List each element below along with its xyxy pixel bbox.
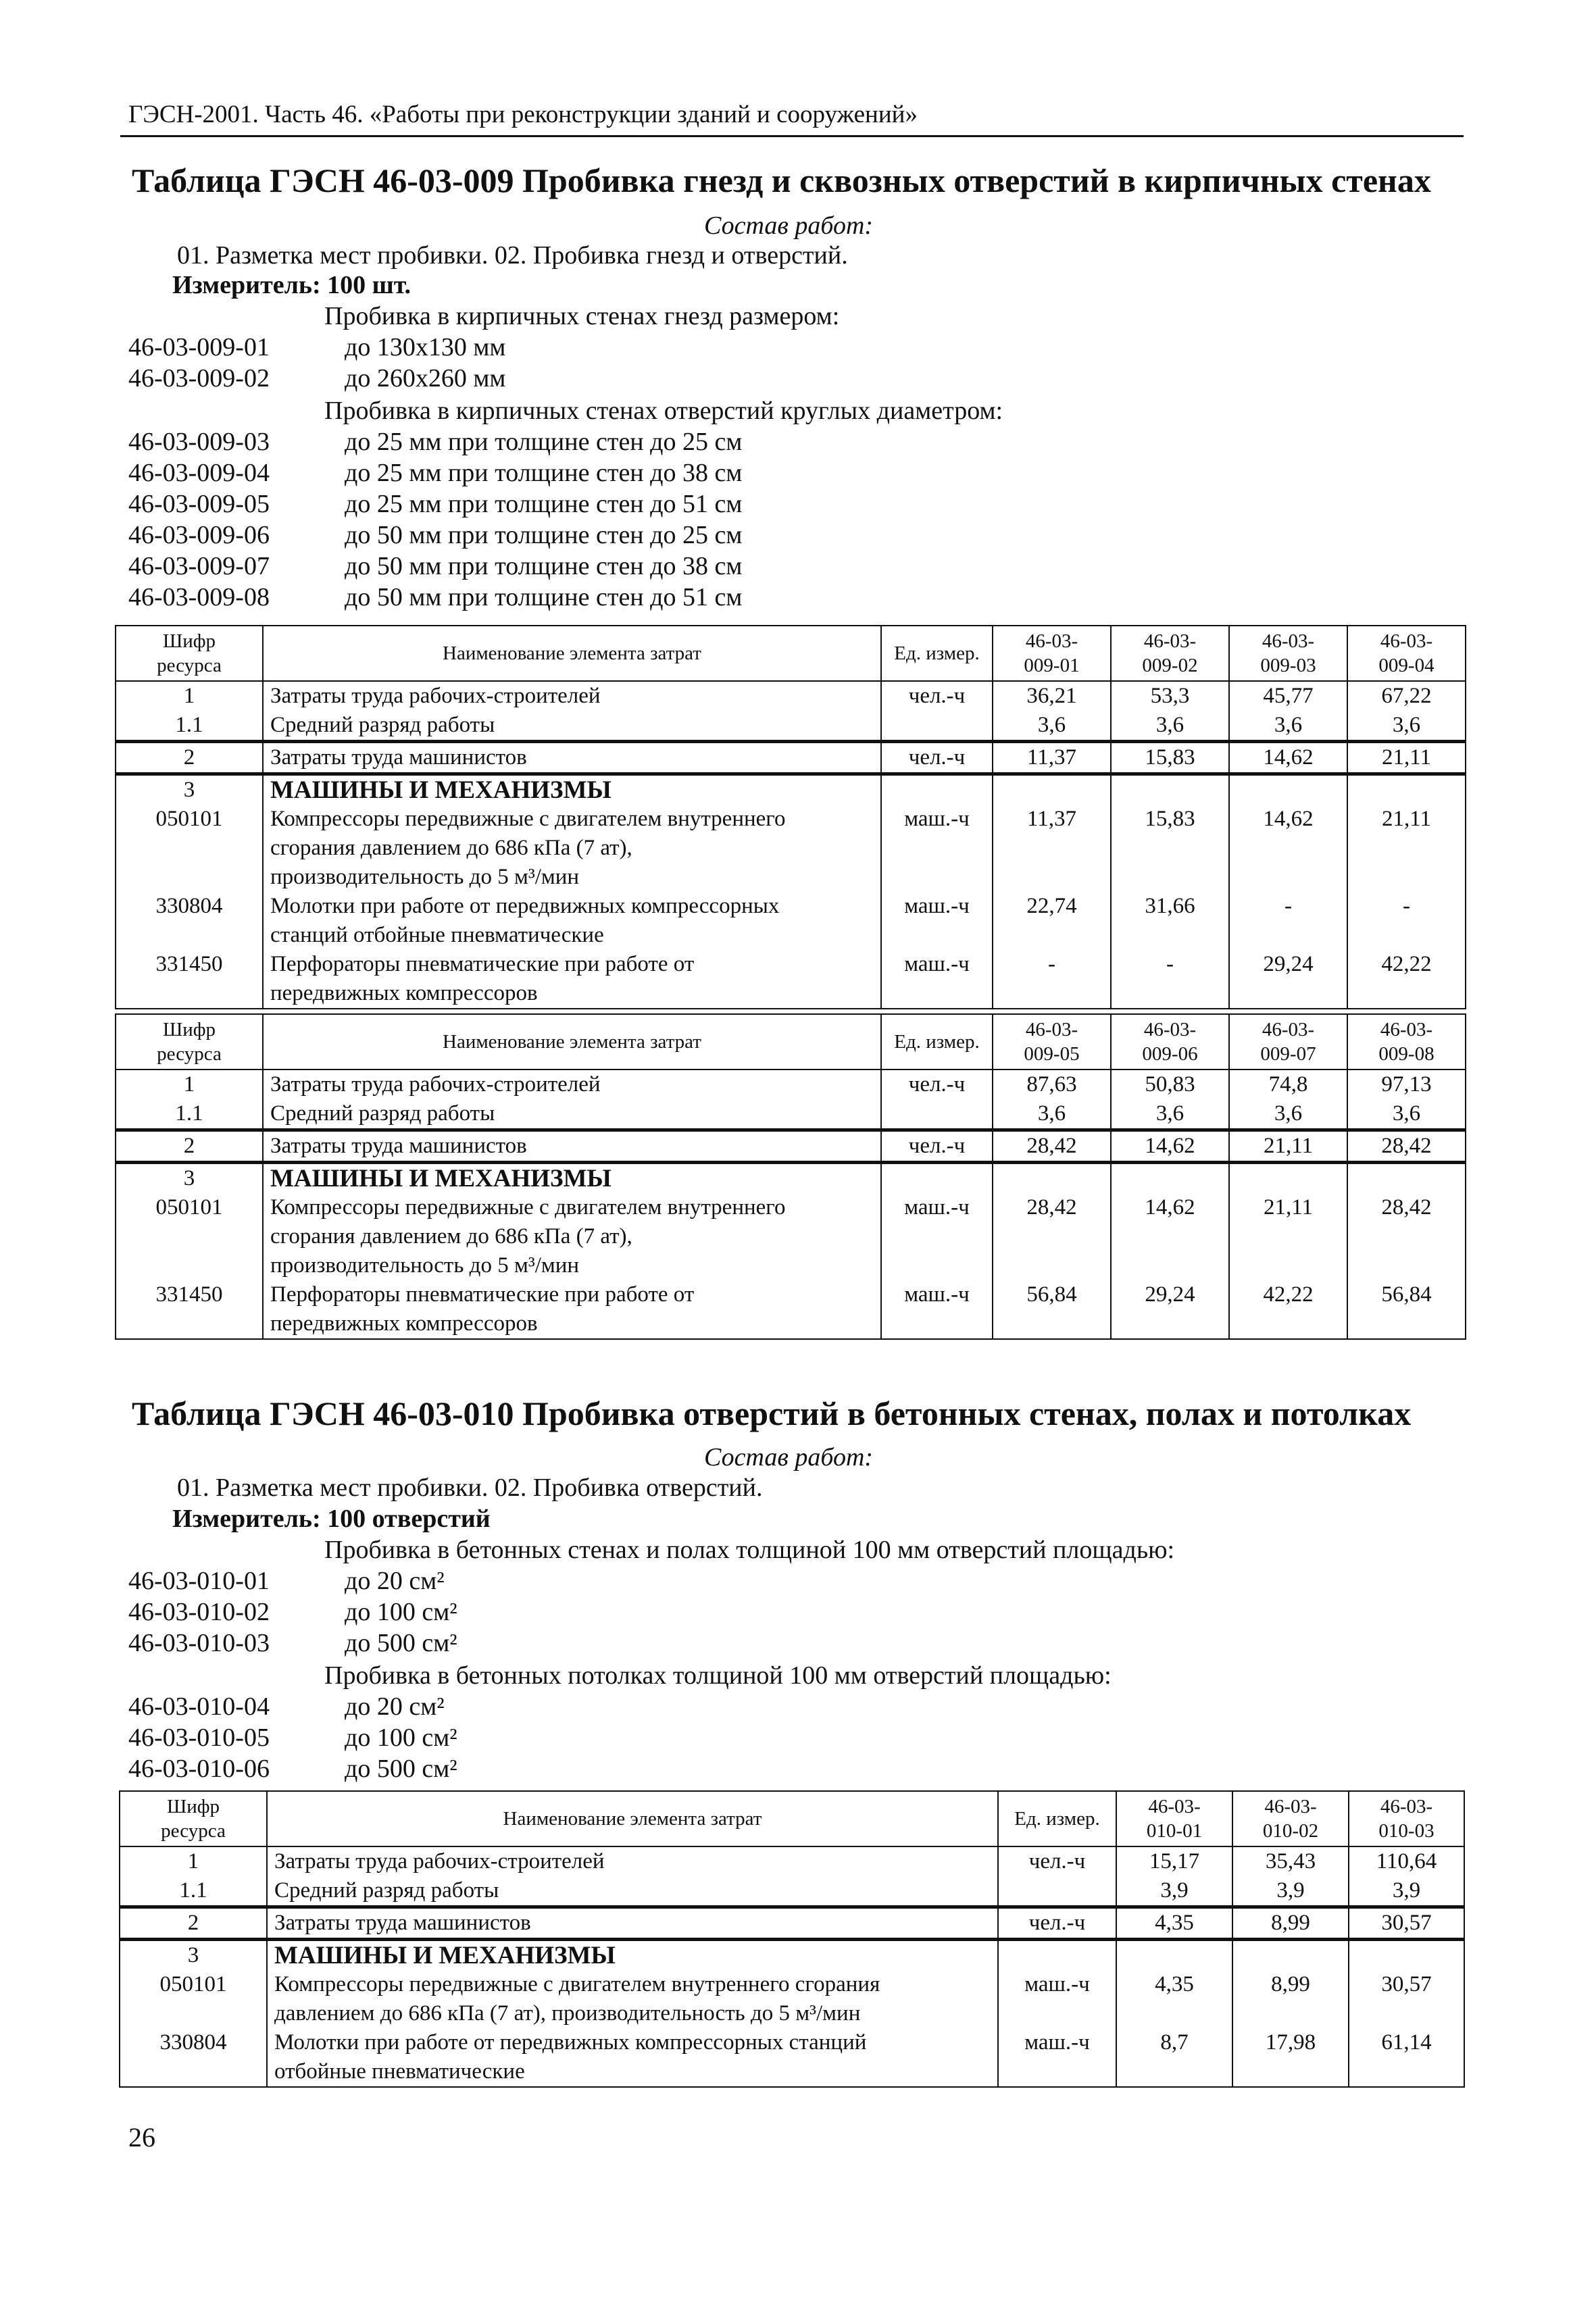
resource-code: 3 050101 330804 (120, 1940, 267, 2088)
item-description: до 20 см² (345, 1692, 445, 1721)
unit-cell: маш.-ч маш.-ч (881, 1163, 993, 1340)
value-cell: 28,42 56,84 (1347, 1163, 1466, 1340)
table-010-title: Таблица ГЭСН 46-03-010 Пробивка отверстий в бетонных стенах, полах и потолках (132, 1394, 1412, 1432)
item-code: 46-03-009-01 (128, 333, 270, 361)
table-row (120, 1940, 1464, 2088)
item-code: 46-03-010-05 (128, 1724, 270, 1752)
unit-header: Ед. измер. (998, 1791, 1116, 1846)
cost-table-010-01-03 (119, 1790, 1465, 2088)
table-009-unit-line: Измеритель: 100 шт. (172, 271, 412, 299)
cost-table-009-01-04 (115, 625, 1466, 1009)
cost-element-name: МАШИНЫ И МЕХАНИЗМЫ Компрессоры передвижные с двигателем внутреннего сгорания давлением до 686 кПа (7 ат), производительность до 5 м³/мин Молотки при работе от передвижных компрессорных станций отбойные пневматические Перфораторы пневматические при работе от передвижных компрессоров (263, 774, 881, 1009)
cost-element-name: Затраты труда рабочих-строителей Средний разряд работы (263, 1070, 881, 1130)
item-description: до 25 мм при толщине стен до 38 см (345, 459, 743, 487)
value-cell: 11,37 22,74 - (993, 774, 1111, 1009)
norm-column-header: 46-03- 010-02 (1232, 1791, 1349, 1846)
value-cell: 53,3 3,6 (1111, 681, 1229, 742)
resource-code: 1 1.1 (120, 1846, 267, 1907)
value-cell: 87,63 3,6 (993, 1070, 1111, 1130)
cost-element-name: Затраты труда машинистов (263, 1130, 881, 1163)
value-cell: 67,22 3,6 (1347, 681, 1466, 742)
value-cell: 15,83 31,66 - (1111, 774, 1229, 1009)
resource-code: 3 050101 330804 331450 (116, 774, 263, 1009)
item-code: 46-03-010-06 (128, 1755, 270, 1783)
item-code: 46-03-010-04 (128, 1692, 270, 1721)
table-009-group-heading: Пробивка в кирпичных стенах отверстий круглых диаметром: (324, 397, 1003, 425)
unit-cell: маш.-ч маш.-ч маш.-ч (881, 774, 993, 1009)
item-description: до 25 мм при толщине стен до 25 см (345, 428, 743, 456)
value-cell: 36,21 3,6 (993, 681, 1111, 742)
unit-cell: чел.-ч (998, 1846, 1116, 1907)
item-description: до 130х130 мм (345, 333, 506, 361)
item-description: до 100 см² (345, 1598, 457, 1626)
resource-code: 2 (116, 1130, 263, 1163)
norm-column-header: 46-03- 009-07 (1229, 1014, 1347, 1070)
item-description: до 50 мм при толщине стен до 38 см (345, 552, 743, 580)
unit-cell: чел.-ч (881, 1070, 993, 1130)
value-cell: 74,8 3,6 (1229, 1070, 1347, 1130)
unit-cell: чел.-ч (881, 681, 993, 742)
table-010-composition-label: Состав работ: (704, 1443, 874, 1472)
value-cell: 21,11 (1229, 1130, 1347, 1163)
unit-header: Ед. измер. (881, 1014, 993, 1070)
value-cell: 28,42 56,84 (993, 1163, 1111, 1340)
value-cell: 4,35 8,7 (1116, 1940, 1232, 2088)
value-cell: 30,57 61,14 (1349, 1940, 1464, 2088)
unit-cell: чел.-ч (881, 742, 993, 774)
page-number: 26 (128, 2122, 155, 2153)
value-cell: 50,83 3,6 (1111, 1070, 1229, 1130)
value-cell: 8,99 17,98 (1232, 1940, 1349, 2088)
value-cell: 30,57 (1349, 1907, 1464, 1940)
item-code: 46-03-009-05 (128, 490, 270, 518)
cost-element-name: МАШИНЫ И МЕХАНИЗМЫ Компрессоры передвижные с двигателем внутреннего сгорания давлением до 686 кПа (7 ат), производительность до 5 м³/мин Молотки при работе от передвижных компрессорных станций отбойные пневматические (267, 1940, 998, 2088)
item-code: 46-03-010-02 (128, 1598, 270, 1626)
item-code: 46-03-010-01 (128, 1567, 270, 1595)
unit-header: Ед. измер. (881, 626, 993, 681)
resource-code: 2 (116, 742, 263, 774)
cost-element-name: Затраты труда рабочих-строителей Средний разряд работы (263, 681, 881, 742)
norm-column-header: 46-03- 009-02 (1111, 626, 1229, 681)
cost-element-header: Наименование элемента затрат (263, 626, 881, 681)
resource-code: 2 (120, 1907, 267, 1940)
table-row (116, 742, 1466, 774)
norm-column-header: 46-03- 009-06 (1111, 1014, 1229, 1070)
norm-column-header: 46-03- 009-05 (993, 1014, 1111, 1070)
norm-column-header: 46-03- 009-04 (1347, 626, 1466, 681)
cost-element-name: Затраты труда машинистов (263, 742, 881, 774)
table-010-group-heading: Пробивка в бетонных потолках толщиной 100 мм отверстий площадью: (324, 1661, 1112, 1690)
norm-column-header: 46-03- 010-01 (1116, 1791, 1232, 1846)
resource-code: 3 050101 331450 (116, 1163, 263, 1340)
table-009-group-heading: Пробивка в кирпичных стенах гнезд размером: (324, 302, 840, 330)
table-row (120, 1846, 1464, 1907)
value-cell: 15,17 3,9 (1116, 1846, 1232, 1907)
value-cell: 15,83 (1111, 742, 1229, 774)
cost-element-header: Наименование элемента затрат (267, 1791, 998, 1846)
value-cell: 45,77 3,6 (1229, 681, 1347, 742)
value-cell: 4,35 (1116, 1907, 1232, 1940)
resource-code-header: Шифр ресурса (116, 626, 263, 681)
table-row (116, 1130, 1466, 1163)
value-cell: 21,11 42,22 (1229, 1163, 1347, 1340)
item-code: 46-03-010-03 (128, 1629, 270, 1657)
unit-cell: чел.-ч (881, 1130, 993, 1163)
item-code: 46-03-009-06 (128, 521, 270, 549)
table-row (120, 1907, 1464, 1940)
value-cell: 35,43 3,9 (1232, 1846, 1349, 1907)
item-code: 46-03-009-03 (128, 428, 270, 456)
item-description: до 50 мм при толщине стен до 51 см (345, 583, 743, 611)
item-code: 46-03-009-04 (128, 459, 270, 487)
table-009-title: Таблица ГЭСН 46-03-009 Пробивка гнезд и сквозных отверстий в кирпичных стенах (132, 161, 1431, 199)
resource-code: 1 1.1 (116, 681, 263, 742)
table-009-composition-label: Состав работ: (704, 211, 874, 240)
unit-cell: маш.-ч маш.-ч (998, 1940, 1116, 2088)
table-header-row (116, 626, 1466, 681)
cost-element-header: Наименование элемента затрат (263, 1014, 881, 1070)
cost-table-009-05-08 (115, 1013, 1466, 1340)
value-cell: 110,64 3,9 (1349, 1846, 1464, 1907)
value-cell: 21,11 (1347, 742, 1466, 774)
section-heading: МАШИНЫ И МЕХАНИЗМЫ (270, 776, 612, 804)
value-cell: 28,42 (993, 1130, 1111, 1163)
item-description: до 260х260 мм (345, 364, 506, 393)
value-cell: 21,11 - 42,22 (1347, 774, 1466, 1009)
item-description: до 50 мм при толщине стен до 25 см (345, 521, 743, 549)
unit-cell: чел.-ч (998, 1907, 1116, 1940)
value-cell: 8,99 (1232, 1907, 1349, 1940)
running-header: ГЭСН-2001. Часть 46. «Работы при реконструкции зданий и сооружений» (128, 101, 918, 128)
value-cell: 14,62 (1229, 742, 1347, 774)
value-cell: 28,42 (1347, 1130, 1466, 1163)
table-row (116, 774, 1466, 1009)
table-010-group-heading: Пробивка в бетонных стенах и полах толщиной 100 мм отверстий площадью: (324, 1536, 1175, 1564)
cost-element-name: Затраты труда рабочих-строителей Средний разряд работы (267, 1846, 998, 1907)
table-009-composition: 01. Разметка мест пробивки. 02. Пробивка гнезд и отверстий. (177, 241, 848, 270)
cost-element-name: МАШИНЫ И МЕХАНИЗМЫ Компрессоры передвижные с двигателем внутреннего сгорания давлением до 686 кПа (7 ат), производительность до 5 м³/мин Перфораторы пневматические при работе от передвижных компрессоров (263, 1163, 881, 1340)
norm-column-header: 46-03- 009-01 (993, 626, 1111, 681)
item-code: 46-03-009-08 (128, 583, 270, 611)
table-row (116, 1163, 1466, 1340)
value-cell: 11,37 (993, 742, 1111, 774)
header-rule (120, 135, 1464, 137)
table-010-composition: 01. Разметка мест пробивки. 02. Пробивка отверстий. (177, 1474, 763, 1502)
item-description: до 500 см² (345, 1755, 457, 1783)
item-code: 46-03-009-02 (128, 364, 270, 393)
item-description: до 20 см² (345, 1567, 445, 1595)
norm-column-header: 46-03- 009-03 (1229, 626, 1347, 681)
table-header-row (120, 1791, 1464, 1846)
table-row (116, 681, 1466, 742)
value-cell: 14,62 - 29,24 (1229, 774, 1347, 1009)
value-cell: 97,13 3,6 (1347, 1070, 1466, 1130)
item-description: до 500 см² (345, 1629, 457, 1657)
cost-element-name: Затраты труда машинистов (267, 1907, 998, 1940)
norm-column-header: 46-03- 009-08 (1347, 1014, 1466, 1070)
table-010-unit-line: Измеритель: 100 отверстий (172, 1505, 491, 1533)
section-heading: МАШИНЫ И МЕХАНИЗМЫ (274, 1942, 616, 1969)
item-code: 46-03-009-07 (128, 552, 270, 580)
resource-code: 1 1.1 (116, 1070, 263, 1130)
resource-code-header: Шифр ресурса (116, 1014, 263, 1070)
resource-code-header: Шифр ресурса (120, 1791, 267, 1846)
norm-column-header: 46-03- 010-03 (1349, 1791, 1464, 1846)
section-heading: МАШИНЫ И МЕХАНИЗМЫ (270, 1165, 612, 1192)
item-description: до 25 мм при толщине стен до 51 см (345, 490, 743, 518)
table-header-row (116, 1014, 1466, 1070)
table-row (116, 1070, 1466, 1130)
value-cell: 14,62 29,24 (1111, 1163, 1229, 1340)
item-description: до 100 см² (345, 1724, 457, 1752)
value-cell: 14,62 (1111, 1130, 1229, 1163)
